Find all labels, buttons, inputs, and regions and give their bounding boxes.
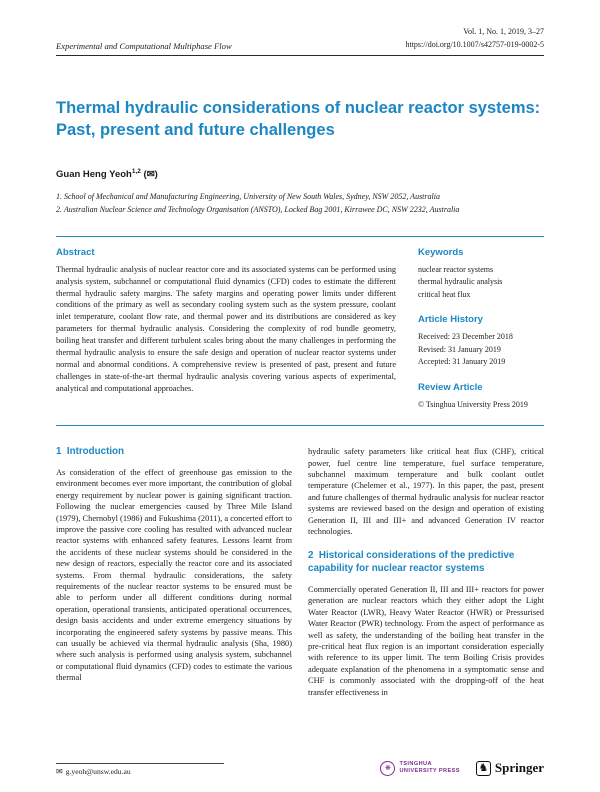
keyword-item: nuclear reactor systems	[418, 264, 494, 274]
history-item: Revised: 31 January 2019	[418, 344, 501, 354]
article-history-heading: Article History	[418, 314, 483, 326]
springer-wordmark: Springer	[494, 760, 544, 775]
body-column-right	[308, 446, 544, 698]
section-2-heading: 2 Historical considerations of the predictive capability for nuclear reactor systems	[308, 550, 518, 575]
section-1-continued-text: hydraulic safety parameters like critical heat flux (CHF), critical power, fuel centre line temperature, fuel surface temperature, subchannel maximum temperature and bulk coolant outlet temperature (Chelemer et al., 1977). In this paper, the past, present and future challenges of thermal hydraulic analysis for nuclear reactor systems are reviewed based on the design and operation of existing Generation II, III and III+ and advanced Generation IV reactor technologies.	[308, 447, 544, 537]
section-1-text: As consideration of the effect of greenhouse gas emission to the environment becomes ever more important, the contribution of global energy requirement by nuclear power is gaining significant traction. Following the nuclear emergencies caused by Three Mile Island (1979), Chernobyl (1986) and Fukushima (2011), a concerted effort to improve the passive core cooling has resulted with advanced nuclear reactor systems with enhanced safety features. Lessons learnt from the accidents of these nuclear systems should be considered in the new design of reactors, especially the reactor core and its associated systems. From thermal hydraulic considerations, the safety requirements of the nuclear reactor systems to be ensured must be able to perform under all different conditions during normal operation, operational transients, anticipated operational occurrences, design basis accidents and under extreme emergency situations by incorporating the engineered safety systems by passive means. This can usually be achieved via thermal hydraulic analysis (Sha, 1980) where such analysis is performed using analysis system, subchannel or computational fluid dynamics (CFD) codes to estimate the various thermal	[56, 467, 292, 683]
abstract-heading: Abstract	[56, 246, 95, 258]
envelope-icon: ✉	[56, 767, 63, 776]
author-line	[56, 168, 544, 180]
tsinghua-seal-icon: ❋	[380, 761, 395, 776]
section-1-heading: 1 Introduction	[56, 446, 125, 458]
copyright-line: © Tsinghua University Press 2019	[418, 399, 528, 409]
keyword-item: critical heat flux	[418, 289, 471, 299]
header-meta	[405, 26, 544, 51]
review-article-group	[418, 382, 544, 412]
section-2-text: Commercially operated Generation II, III and III+ reactors for power generation are nuclear reactors which they either adopt the Light Water Reactor (LWR), Heavy Water Reactor (HWR) or Pressurised Water Reactor (PWR) technology. From the aspect of performance as well as safety, the understanding of the boiling heat transfer in the pre-critical heat flux region is an important consideration especially with reference to its upper limit. The term Boiling Crisis provides adequate explanation of the phenomena in a symptomatic sense and CHF is commonly associated with the dropping-off of the heat transfer effectiveness in	[308, 584, 544, 697]
corresponding-author-mark: (✉)	[143, 168, 158, 180]
author-email-link[interactable]: g.yeoh@unsw.edu.au	[65, 767, 131, 776]
review-article-heading: Review Article	[418, 381, 483, 393]
springer-horse-icon: ♞	[476, 761, 491, 776]
article-title: Thermal hydraulic considerations of nuclear reactor systems: Past, present and future challenges	[56, 99, 541, 139]
keywords-group	[418, 247, 544, 302]
volume-info: Vol. 1, No. 1, 2019, 3–27	[463, 27, 544, 36]
abstract-text: Thermal hydraulic analysis of nuclear reactor core and its associated systems can be performed using analysis system, subchannel or computational fluid dynamics (CFD) codes to estimate the different thermal hydraulic safety margins. The safety margins and operating power limits under different conditions of the primary as well as secondary cooling system such as the system pressure, coolant inlet temperature, coolant flow rate, and thermal power and its distributions are considered as key parameters for thermal hydraulic analysis. Considering the complexity of rod bundle geometry, boiling heat transfer and different turbulent scales bring about the many challenges in performing the thermal hydraulic analysis to ensure the safe design and operation of nuclear reactor systems under normal and abnormal conditions. A comprehensive review is presented of past, present and future challenges in state-of-the-art thermal hydraulic analysis covering various aspects of experimental, analytical and computational approaches.	[56, 264, 396, 393]
metadata-column	[418, 247, 544, 412]
corresponding-email-block	[56, 763, 224, 776]
abstract-column	[56, 247, 396, 412]
author-name: Guan Heng Yeoh	[56, 168, 132, 180]
history-item: Received: 23 December 2018	[418, 332, 513, 342]
springer-logo	[476, 760, 544, 776]
affiliation-2: 2. Australian Nuclear Science and Technology Organisation (ANSTO), Locked Bag 2001, Kirrawee DC, NSW 2232, Australia	[56, 204, 460, 214]
body-column-left	[56, 446, 292, 698]
tsinghua-press-logo	[380, 761, 459, 776]
doi-link[interactable]: https://doi.org/10.1007/s42757-019-0002-5	[405, 39, 544, 49]
page-header	[56, 26, 544, 56]
tsinghua-line2: UNIVERSITY PRESS	[399, 768, 460, 774]
affiliation-1: 1. School of Mechanical and Manufacturing Engineering, University of New South Wales, Sydney, NSW 2052, Australia	[56, 191, 440, 201]
history-item: Accepted: 31 January 2019	[418, 357, 506, 367]
tsinghua-line1: TSINGHUA	[399, 761, 432, 767]
body-columns	[56, 446, 544, 698]
affiliations	[56, 190, 544, 216]
abstract-box	[56, 236, 544, 427]
page-footer	[56, 760, 544, 776]
journal-name: Experimental and Computational Multiphase Flow	[56, 41, 232, 51]
keyword-item: thermal hydraulic analysis	[418, 277, 503, 287]
publisher-logos	[380, 760, 544, 776]
article-history-group	[418, 314, 544, 369]
keywords-heading: Keywords	[418, 246, 464, 258]
author-affiliation-sup: 1,2	[131, 167, 141, 175]
tsinghua-press-wordmark	[399, 761, 459, 775]
